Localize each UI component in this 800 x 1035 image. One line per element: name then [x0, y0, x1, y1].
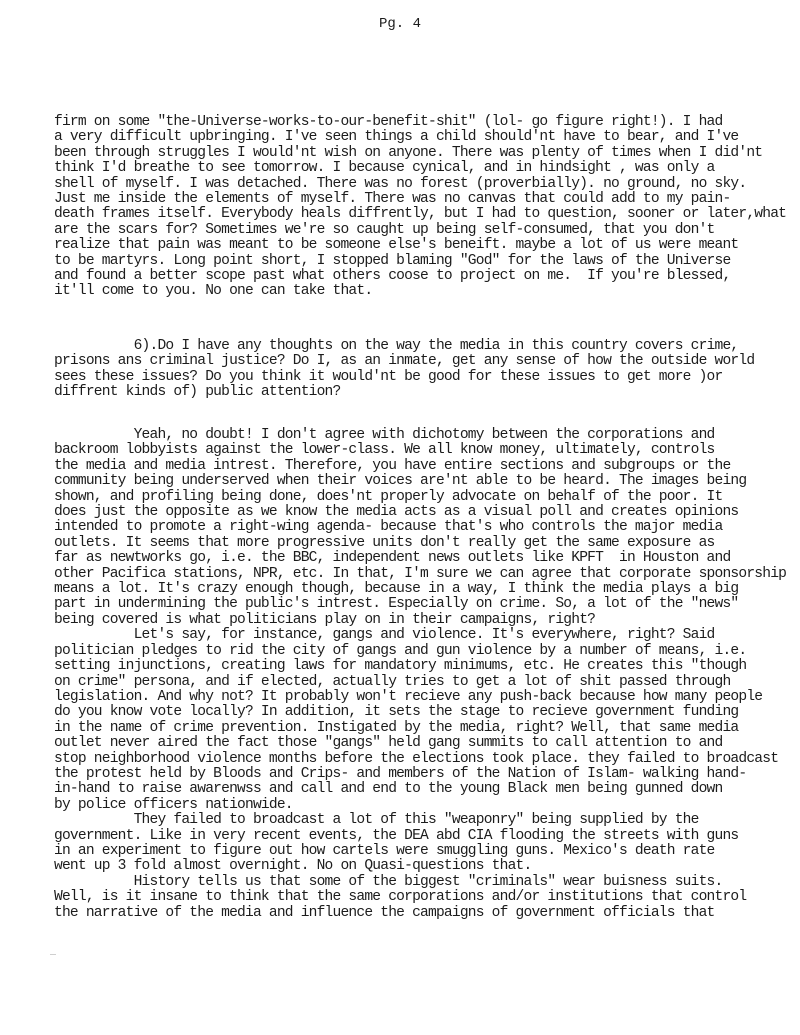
text-line: Just me inside the elements of myself. There was no canvas that could add to my pain-	[54, 191, 731, 208]
text-line: setting injunctions, creating laws for mandatory minimums, etc. He creates this "though	[54, 658, 747, 675]
scan-mark	[50, 951, 56, 955]
text-line: government. Like in very recent events, the DEA abd CIA flooding the streets with guns	[54, 827, 739, 844]
text-line: realize that pain was meant to be someone else's beneift. maybe a lot of us were meant	[54, 237, 739, 254]
text-line: other Pacifica stations, NPR, etc. In that, I'm sure we can agree that corporate sponsorship	[54, 565, 787, 582]
text-line: do you know vote locally? In addition, it sets the stage to recieve government funding	[54, 704, 739, 721]
text-line: means a lot. It's crazy enough though, because in a way, I think the media plays a big	[54, 581, 739, 598]
answer-6	[54, 428, 789, 921]
question-6	[54, 339, 789, 401]
page-number: Pg. 4	[378, 16, 421, 32]
text-line: stop neighborhood violence months before the elections took place. they failed to broadcast	[54, 750, 779, 767]
text-line: shown, and profiling being done, does'nt properly advocate on behalf of the poor. It	[54, 488, 723, 505]
text-line: to be martyrs. Long point short, I stopped blaming "God" for the laws of the Universe	[54, 252, 731, 269]
text-line: far as newtworks go, i.e. the BBC, independent news outlets like KPFT in Houston and	[54, 550, 731, 567]
text-line: being covered is what politicians play on in their campaigns, right?	[54, 611, 596, 628]
text-line: it'll come to you. No one can take that.	[54, 283, 373, 300]
text-line: backroom lobbyists against the lower-class. We all know money, ultimately, controls	[54, 442, 715, 459]
text-line: politician pledges to rid the city of gangs and gun violence by a number of means, i.e.	[54, 642, 747, 659]
text-line: Yeah, no doubt! I don't agree with dichotomy between the corporations and	[54, 427, 715, 443]
text-line: They failed to broadcast a lot of this "weaponry" being supplied by the	[54, 812, 699, 829]
text-line: outlet never aired the fact those "gangs" held gang summits to call attention to and	[54, 735, 723, 752]
text-line: firm on some "the-Universe-works-to-our-benefit-shit" (lol- go figure right!). I had	[54, 114, 723, 130]
text-line: 6).Do I have any thoughts on the way the media in this country covers crime,	[54, 338, 739, 354]
text-line: in the name of crime prevention. Instigated by the media, right? Well, that same media	[54, 719, 739, 736]
text-line: in-hand to raise awarenwss and call and end to the young Black men being gunned down	[54, 781, 723, 798]
text-line: are the scars for? Sometimes we're so caught up being self-consumed, that you don't	[54, 221, 715, 238]
text-line: and found a better scope past what others coose to project on me. If you're blessed,	[54, 268, 731, 285]
text-line: part in undermining the public's intrest. Especially on crime. So, a lot of the "news"	[54, 596, 739, 613]
text-line: by police officers nationwide.	[54, 796, 293, 813]
paragraph-scars	[54, 115, 789, 300]
text-line: the narrative of the media and influence the campaigns of government officials that	[54, 904, 715, 921]
text-line: does just the opposite as we know the media acts as a visual poll and creates opinions	[54, 504, 739, 521]
text-line: went up 3 fold almost overnight. No on Quasi-questions that.	[54, 858, 532, 875]
text-line: Let's say, for instance, gangs and violence. It's everywhere, right? Said	[54, 627, 715, 644]
text-line: the protest held by Bloods and Crips- and members of the Nation of Islam- walking hand-	[54, 765, 747, 782]
text-line: on crime" persona, and if elected, actually tries to get a lot of shit passed through	[54, 673, 731, 690]
text-line: legislation. And why not? It probably won't recieve any push-back because how many people	[54, 688, 763, 705]
text-line: intended to promote a right-wing agenda- because that's who controls the major media	[54, 519, 723, 536]
text-line: Well, is it insane to think that the same corporations and/or institutions that control	[54, 889, 747, 906]
text-line: outlets. It seems that more progressive units don't really get the same exposure as	[54, 534, 715, 551]
text-line: think I'd breathe to see tomorrow. I because cynical, and in hindsight , was only a	[54, 160, 715, 177]
text-line: community being underserved when their voices are'nt able to be heard. The images being	[54, 473, 747, 490]
text-line: prisons ans criminal justice? Do I, as an inmate, get any sense of how the outside world	[54, 353, 755, 370]
text-line: the media and media intrest. Therefore, you have entire sections and subgroups or the	[54, 457, 731, 474]
text-line: History tells us that some of the biggest "criminals" wear buisness suits.	[54, 873, 723, 890]
text-line: sees these issues? Do you think it would'nt be good for these issues to get more )or	[54, 368, 723, 385]
text-line: diffrent kinds of) public attention?	[54, 384, 341, 401]
text-line: a very difficult upbringing. I've seen things a child should'nt have to bear, and I've	[54, 129, 739, 146]
text-line: shell of myself. I was detached. There was no forest (proverbially). no ground, no sky.	[54, 175, 747, 192]
text-line: been through struggles I would'nt wish on anyone. There was plenty of times when I did'nt	[54, 144, 763, 161]
text-line: in an experiment to figure out how cartels were smuggling guns. Mexico's death rate	[54, 842, 715, 859]
text-line: death frames itself. Everybody heals diffrently, but I had to question, sooner or later,what	[54, 206, 787, 223]
